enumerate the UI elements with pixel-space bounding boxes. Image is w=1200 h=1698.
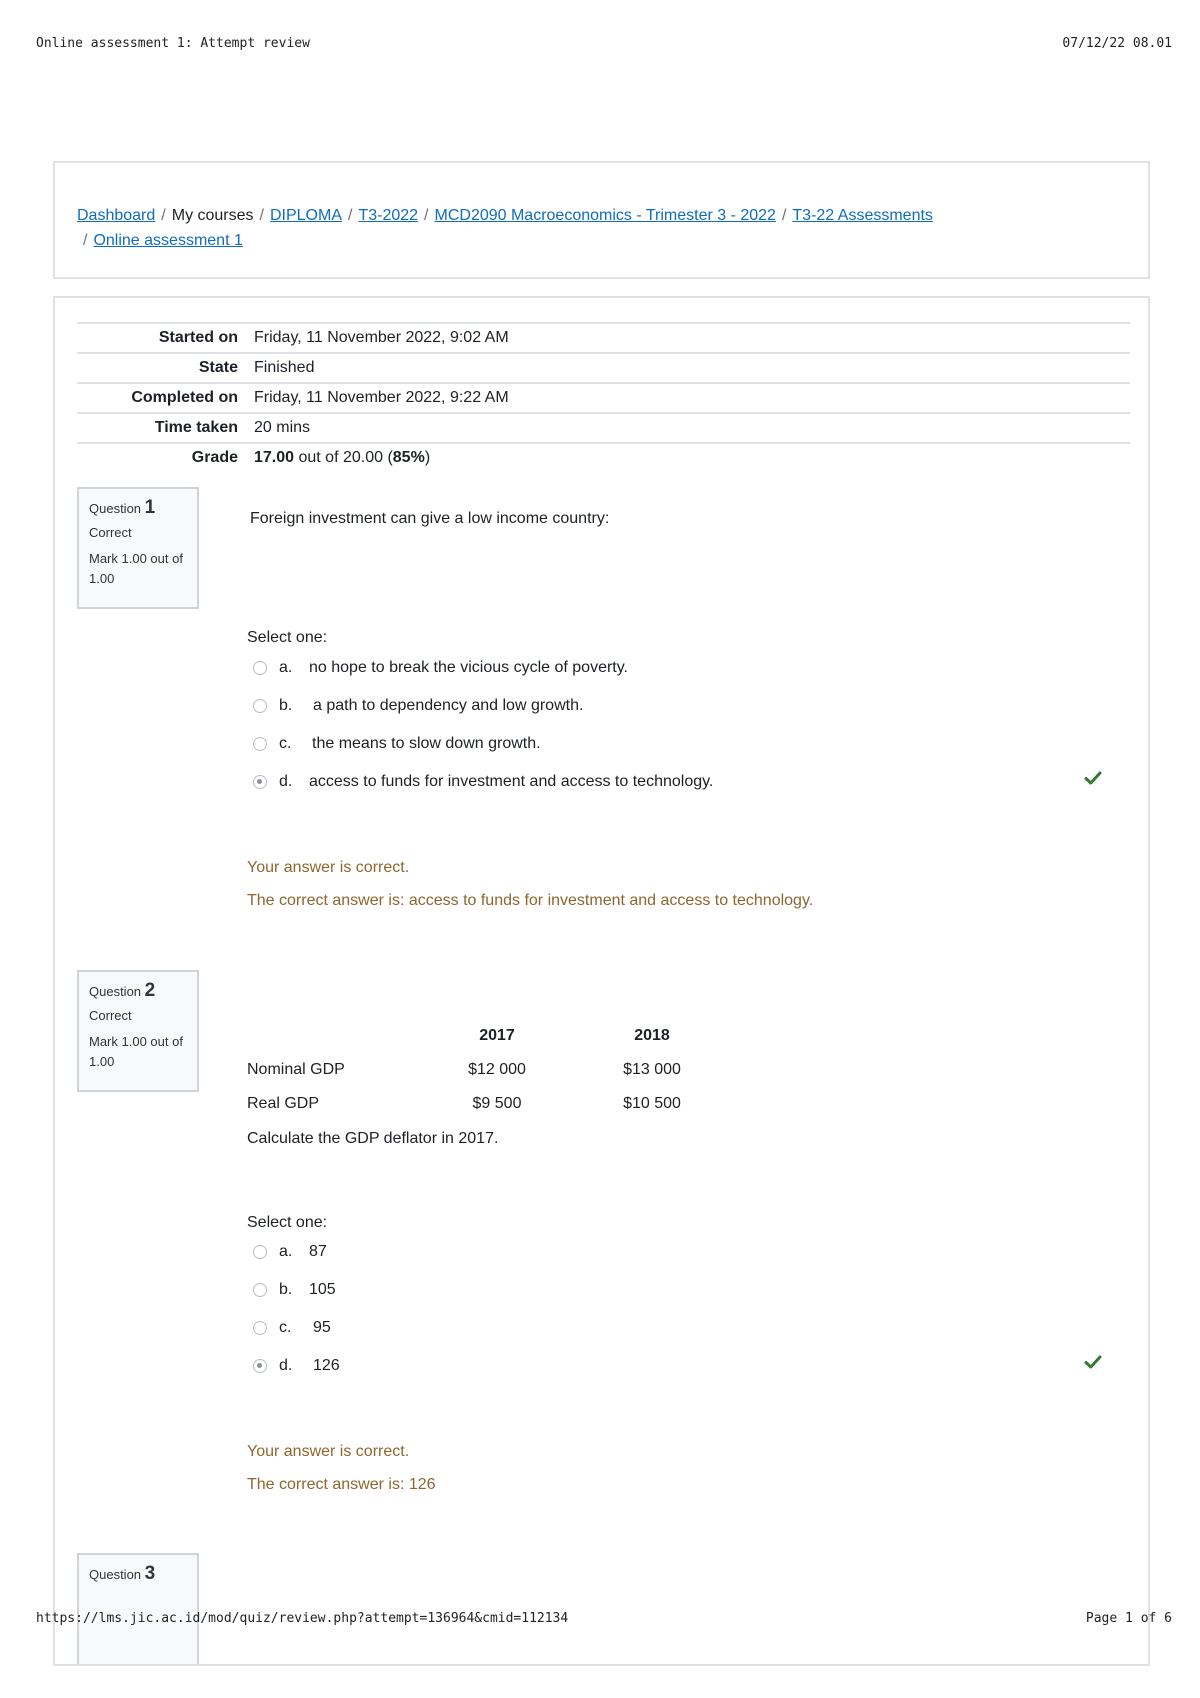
question-1-text: Foreign investment can give a low income country:: [250, 510, 610, 527]
breadcrumb-assessments[interactable]: T3-22 Assessments: [792, 207, 933, 224]
print-url: https://lms.jic.ac.id/mod/quiz/review.php?attempt=136964&cmid=112134: [36, 1611, 569, 1626]
question-2-feedback: Your answer is correct.: [247, 1443, 410, 1460]
gdp-row-label: Real GDP: [247, 1095, 320, 1112]
question-2-option-a[interactable]: [253, 1243, 327, 1261]
grade-score: 17.00: [254, 449, 295, 466]
option-letter: a.: [279, 659, 293, 676]
summary-value: Finished: [254, 359, 315, 376]
summary-label: Time taken: [154, 419, 238, 436]
question-2-info: [77, 970, 199, 1092]
gdp-header-2018: 2018: [634, 1027, 670, 1044]
question-label: Question: [89, 984, 142, 999]
option-text: the means to slow down growth.: [312, 735, 541, 752]
gdp-header-blank: [247, 1019, 437, 1053]
option-text: access to funds for investment and access to technology.: [309, 773, 714, 790]
radio-button-selected[interactable]: [253, 1359, 267, 1373]
breadcrumb-course[interactable]: MCD2090 Macroeconomics - Trimester 3 - 2022: [434, 207, 776, 224]
summary-label: Started on: [158, 329, 238, 346]
question-1-info: [77, 487, 199, 609]
breadcrumb: [77, 203, 1126, 253]
correct-check-icon: [1084, 770, 1102, 786]
question-number: 3: [144, 1563, 156, 1584]
gdp-cell: $9 500: [472, 1095, 522, 1112]
breadcrumb-separator: /: [161, 207, 166, 224]
summary-label: State: [198, 359, 238, 376]
correct-check-icon: [1084, 1354, 1102, 1370]
gdp-cell: $12 000: [468, 1061, 526, 1078]
summary-row: [77, 353, 1130, 383]
question-number: 1: [144, 497, 156, 518]
gdp-cell: $10 500: [623, 1095, 681, 1112]
radio-button-selected[interactable]: [253, 775, 267, 789]
breadcrumb-separator: /: [259, 207, 264, 224]
question-2-prompt: Select one:: [247, 1214, 328, 1231]
radio-button[interactable]: [253, 1245, 267, 1259]
breadcrumb-card: [53, 161, 1150, 279]
option-text: no hope to break the vicious cycle of poverty.: [309, 659, 628, 676]
option-letter: a.: [279, 1243, 293, 1260]
summary-row: [77, 413, 1130, 443]
option-text: a path to dependency and low growth.: [313, 697, 584, 714]
print-title: Online assessment 1: Attempt review: [36, 36, 310, 51]
breadcrumb-separator: /: [424, 207, 429, 224]
attempt-summary-table: [77, 322, 1130, 472]
gdp-header-2017: 2017: [479, 1027, 515, 1044]
breadcrumb-separator: /: [781, 207, 787, 224]
summary-value: 20 mins: [254, 419, 311, 436]
print-datetime: 07/12/22 08.01: [1062, 36, 1172, 51]
option-letter: d.: [279, 773, 293, 790]
summary-value: Friday, 11 November 2022, 9:02 AM: [254, 329, 509, 346]
question-3-info: [77, 1553, 199, 1666]
gdp-row-label: Nominal GDP: [247, 1061, 345, 1078]
summary-value: Friday, 11 November 2022, 9:22 AM: [254, 389, 509, 406]
question-label: Question: [89, 1567, 142, 1582]
breadcrumb-separator: /: [83, 232, 88, 249]
breadcrumb-term[interactable]: T3-2022: [358, 207, 419, 224]
gdp-header-row: [247, 1019, 747, 1053]
breadcrumb-online-assessment[interactable]: Online assessment 1: [93, 232, 243, 249]
question-1-option-d[interactable]: [253, 773, 713, 791]
option-letter: c.: [279, 1319, 292, 1336]
radio-button[interactable]: [253, 699, 267, 713]
gdp-row: [247, 1053, 747, 1087]
question-1-option-b[interactable]: [253, 697, 583, 715]
question-1-option-a[interactable]: [253, 659, 628, 677]
option-letter: d.: [279, 1357, 293, 1374]
question-label: Question: [89, 501, 142, 516]
option-text: 87: [309, 1243, 327, 1260]
option-letter: b.: [279, 697, 293, 714]
grade-close: ): [424, 449, 431, 466]
breadcrumb-dashboard[interactable]: Dashboard: [77, 207, 156, 224]
question-1-prompt: Select one:: [247, 629, 328, 646]
print-footer: [36, 1611, 1172, 1626]
gdp-row: [247, 1087, 747, 1121]
question-1-option-c[interactable]: [253, 735, 541, 753]
grade-value: [246, 443, 1130, 472]
question-grade: Mark 1.00 out of 1.00: [89, 551, 183, 586]
question-state: Correct: [89, 1008, 132, 1023]
print-header: [36, 36, 1172, 51]
question-1-right-answer: The correct answer is: access to funds for investment and access to technology.: [247, 892, 814, 909]
question-number: 2: [144, 980, 156, 1001]
summary-label: Completed on: [131, 389, 238, 406]
summary-row: [77, 323, 1130, 353]
option-letter: c.: [279, 735, 292, 752]
summary-label: Grade: [191, 449, 238, 466]
radio-button[interactable]: [253, 1283, 267, 1297]
option-text: 95: [313, 1319, 331, 1336]
radio-button[interactable]: [253, 661, 267, 675]
option-letter: b.: [279, 1281, 293, 1298]
attempt-review-card: [53, 296, 1150, 1666]
grade-percent: 85%: [392, 449, 425, 466]
question-2-option-c[interactable]: [253, 1319, 331, 1337]
question-2-option-b[interactable]: [253, 1281, 336, 1299]
breadcrumb-my-courses: My courses: [171, 207, 254, 224]
summary-row: [77, 383, 1130, 413]
option-text: 126: [313, 1357, 340, 1374]
breadcrumb-diploma[interactable]: DIPLOMA: [269, 207, 342, 224]
question-2-option-d[interactable]: [253, 1357, 340, 1375]
question-2-right-answer: The correct answer is: 126: [247, 1476, 436, 1493]
question-state: Correct: [89, 525, 132, 540]
gdp-cell: $13 000: [623, 1061, 681, 1078]
breadcrumb-separator: /: [348, 207, 353, 224]
summary-row: [77, 443, 1130, 472]
print-page-number: Page 1 of 6: [1085, 1611, 1172, 1626]
radio-button[interactable]: [253, 1321, 267, 1335]
option-text: 105: [309, 1281, 336, 1298]
radio-button[interactable]: [253, 737, 267, 751]
question-1-feedback: Your answer is correct.: [247, 859, 410, 876]
gdp-table: [247, 1019, 747, 1121]
question-grade: Mark 1.00 out of 1.00: [89, 1034, 183, 1069]
grade-out-of: out of 20.00 (: [294, 449, 393, 466]
question-2-text: Calculate the GDP deflator in 2017.: [247, 1130, 499, 1147]
